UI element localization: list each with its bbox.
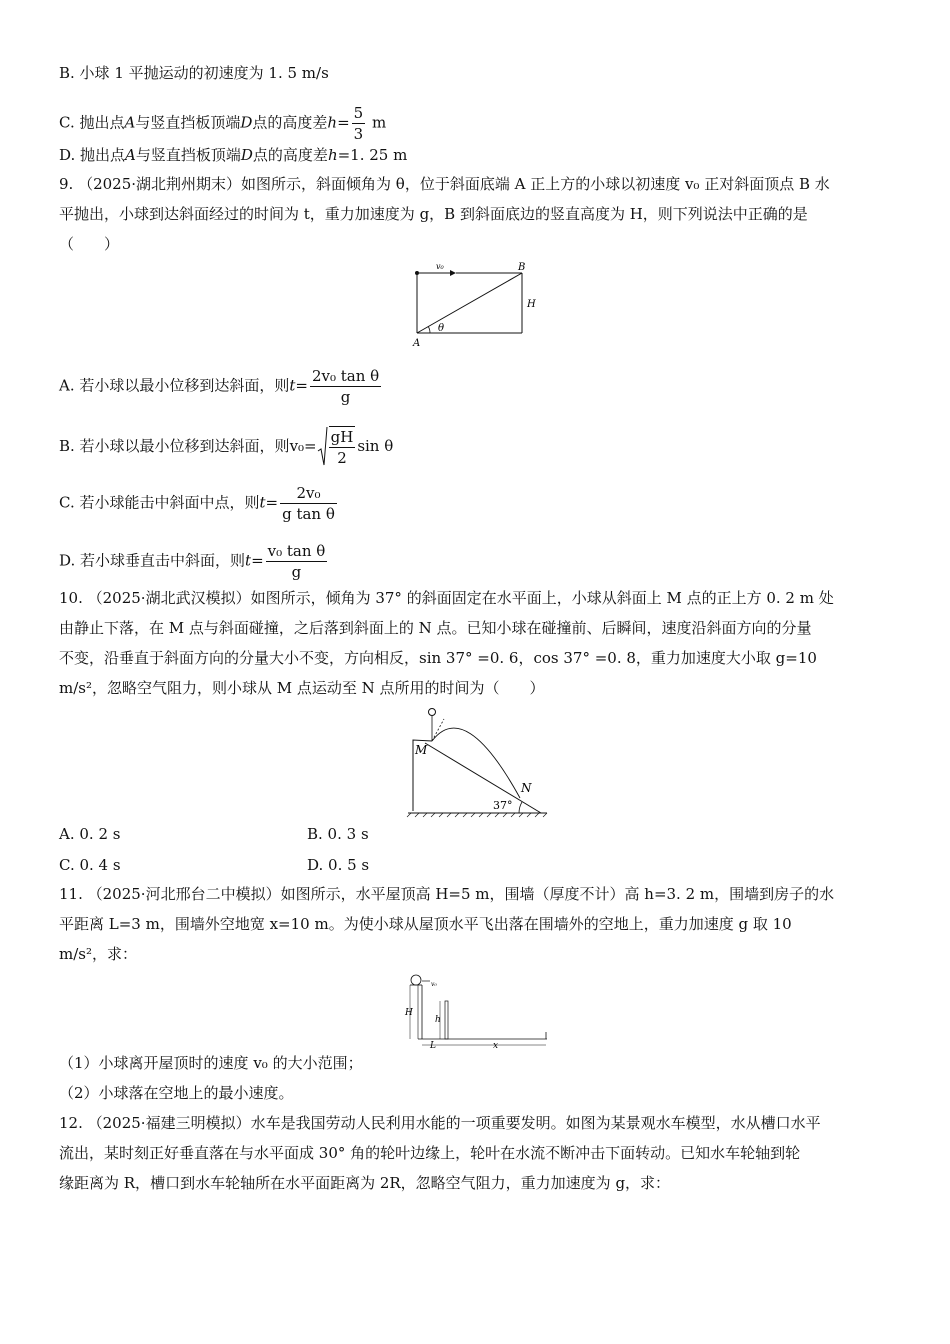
var-t: t bbox=[259, 493, 266, 512]
q10-option-b[interactable]: B. 0. 3 s bbox=[307, 825, 369, 843]
denominator: g bbox=[291, 563, 302, 581]
q9-option-b-text: B. 若小球以最小位移到达斜面，则 bbox=[59, 437, 290, 455]
ground-hatch bbox=[407, 813, 547, 817]
angle-arc bbox=[519, 802, 522, 813]
q12-stem-line3: 缘距离为 R，槽口到水车轮轴所在水平面距离为 2R，忽略空气阻力，重力加速度为 g，求： bbox=[59, 1174, 671, 1192]
var-h: h bbox=[327, 146, 338, 164]
ball-icon bbox=[415, 271, 419, 275]
q9-stem-line1: 9. （2025·湖北荆州期末）如图所示，斜面倾角为 θ，位于斜面底端 A 正上方的小球以初速度 v₀ 正对斜面顶点 B 水 bbox=[59, 175, 830, 193]
q9-option-c-text: C. 若小球能击中斜面中点，则 bbox=[59, 493, 260, 512]
label-big-h: H bbox=[405, 1008, 413, 1018]
label-v0: v₀ bbox=[436, 262, 444, 271]
q9-option-d[interactable]: D. 若小球垂直击中斜面，则t= $\frac{\text{v₀ tan θ}}{g}$ bbox=[59, 542, 326, 581]
label-b: B bbox=[518, 262, 526, 273]
point-a: A bbox=[125, 146, 136, 164]
q10-figure-bounce bbox=[405, 703, 550, 818]
ball-icon bbox=[429, 709, 436, 716]
q12-stem-line1: 12. （2025·福建三明模拟）水车是我国劳动人民利用水能的一项重要发明。如图为某景观水车模型，水从槽口水平 bbox=[59, 1114, 821, 1132]
q11-sub2: （2）小球落在空地上的最小速度。 bbox=[59, 1084, 294, 1102]
q8-option-b[interactable]: B. 小球 1 平抛运动的初速度为 1. 5 m/s bbox=[59, 64, 329, 82]
label-theta: θ bbox=[438, 323, 445, 334]
denominator: g tan θ bbox=[282, 505, 335, 523]
var-t: t bbox=[245, 551, 252, 570]
q8-option-c-prefix: C. 抛出点 bbox=[59, 113, 125, 132]
fraction-5-3 bbox=[352, 103, 366, 144]
denominator: 3 bbox=[353, 125, 364, 143]
ball-icon bbox=[411, 975, 421, 985]
denominator: g bbox=[340, 388, 351, 406]
q8-option-d-text2: 点的高度差 bbox=[252, 146, 328, 164]
label-h: H bbox=[527, 299, 536, 310]
trajectory bbox=[432, 728, 520, 798]
q10-option-a[interactable]: A. 0. 2 s bbox=[59, 825, 121, 843]
q9-option-a[interactable]: A. 若小球以最小位移到达斜面，则t= $\frac{\text{2v₀ tan θ}}{g}$ bbox=[59, 367, 380, 406]
fence bbox=[445, 1001, 448, 1039]
q11-stem-line2: 平距离 L=3 m，围墙外空地宽 x=10 m。为使小球从屋顶水平飞出落在围墙外的空地上，重力加速度 g 取 10 bbox=[59, 915, 792, 933]
equals: = bbox=[337, 113, 350, 132]
label-angle: 37° bbox=[493, 799, 513, 812]
incline-line bbox=[417, 273, 522, 333]
fraction bbox=[266, 541, 328, 582]
unit: m bbox=[371, 113, 387, 132]
label-small-h: h bbox=[435, 1015, 441, 1025]
label-v0: v₀ bbox=[431, 981, 437, 988]
q8-option-d-value: =1. 25 m bbox=[337, 146, 408, 164]
q11-stem-line1: 11. （2025·河北邢台二中模拟）如图所示，水平屋顶高 H=5 m，围墙（厚度不计）高 h=3. 2 m，围墙到房子的水 bbox=[59, 885, 835, 903]
point-d: D bbox=[240, 113, 253, 132]
arrow-head-icon bbox=[450, 270, 456, 276]
q10-stem-line2: 由静止下落，在 M 点与斜面碰撞，之后落到斜面上的 N 点。已知小球在碰撞前、后瞬间，速度沿斜面方向的分量 bbox=[59, 619, 812, 637]
reflect-dash bbox=[432, 719, 444, 741]
q8-option-d[interactable] bbox=[59, 145, 892, 165]
q11-stem-line3: m/s²，求： bbox=[59, 945, 137, 963]
var-v0: v₀= bbox=[289, 437, 317, 455]
q9-stem-line2: 平抛出，小球到达斜面经过的时间为 t，重力加速度为 g，B 到斜面底边的竖直高度为 H，则下列说法中正确的是 bbox=[59, 205, 808, 223]
point-a: A bbox=[124, 113, 136, 132]
q12-stem-line2: 流出，某时刻正好垂直落在与水平面成 30° 角的轮叶边缘上，轮叶在水流不断冲击下面转动。已知水车轮轴到轮 bbox=[59, 1144, 801, 1162]
q10-stem-line4: m/s²，忽略空气阻力，则小球从 M 点运动至 N 点所用的时间为（ ） bbox=[59, 679, 545, 697]
numerator: 2v₀ bbox=[280, 483, 337, 504]
var-t: t bbox=[289, 376, 296, 395]
label-x: x bbox=[493, 1041, 499, 1051]
sqrt-icon bbox=[317, 427, 327, 467]
var-h: h bbox=[327, 113, 338, 132]
q8-option-c-text: 与竖直挡板顶端 bbox=[135, 113, 241, 132]
q9-paren: （ ） bbox=[59, 235, 120, 253]
q10-option-d[interactable]: D. 0. 5 s bbox=[307, 856, 370, 874]
q9-figure-incline bbox=[410, 260, 550, 350]
label-n: N bbox=[521, 781, 532, 795]
angle-arc bbox=[428, 327, 430, 334]
q10-option-c[interactable]: C. 0. 4 s bbox=[59, 856, 121, 874]
sin-theta: sin θ bbox=[357, 437, 394, 455]
point-d: D bbox=[240, 146, 253, 164]
q11-sub1: （1）小球离开屋顶时的速度 v₀ 的大小范围； bbox=[59, 1054, 363, 1072]
numerator: 2v₀ tan θ bbox=[311, 367, 380, 385]
q10-stem-line3: 不变，沿垂直于斜面方向的分量大小不变，方向相反，sin 37° =0. 6，cos 37° =0. 8，重力加速度大小取 g=10 bbox=[59, 649, 817, 667]
numerator: gH bbox=[330, 428, 354, 446]
q9-option-b[interactable] bbox=[59, 426, 892, 468]
numerator: 5 bbox=[353, 104, 364, 122]
label-m: M bbox=[415, 743, 428, 757]
q9-option-a-text: A. 若小球以最小位移到达斜面，则 bbox=[59, 376, 290, 395]
fraction bbox=[310, 366, 381, 407]
numerator: v₀ tan θ bbox=[267, 542, 326, 560]
q8-option-c-text2: 点的高度差 bbox=[252, 113, 328, 132]
fraction bbox=[329, 426, 356, 468]
q9-option-d-text: D. 若小球垂直击中斜面，则 bbox=[59, 551, 246, 570]
fraction bbox=[280, 483, 337, 524]
q11-figure-roof-wall bbox=[402, 972, 552, 1050]
denominator: 2 bbox=[337, 449, 347, 467]
label-l: L bbox=[430, 1041, 436, 1051]
q8-option-d-prefix: D. 抛出点 bbox=[59, 146, 126, 164]
q8-option-d-text: 与竖直挡板顶端 bbox=[135, 146, 241, 164]
q10-stem-line1: 10. （2025·湖北武汉模拟）如图所示，倾角为 37° 的斜面固定在水平面上，小球从斜面上 M 点的正上方 0. 2 m 处 bbox=[59, 589, 834, 607]
label-a: A bbox=[413, 338, 421, 349]
q9-option-c[interactable]: C. 若小球能击中斜面中点，则t= $\frac{\text{2v₀}}{\text{g tan θ}}$ bbox=[59, 484, 335, 523]
q8-option-c[interactable] bbox=[59, 103, 892, 144]
slope bbox=[425, 743, 541, 813]
